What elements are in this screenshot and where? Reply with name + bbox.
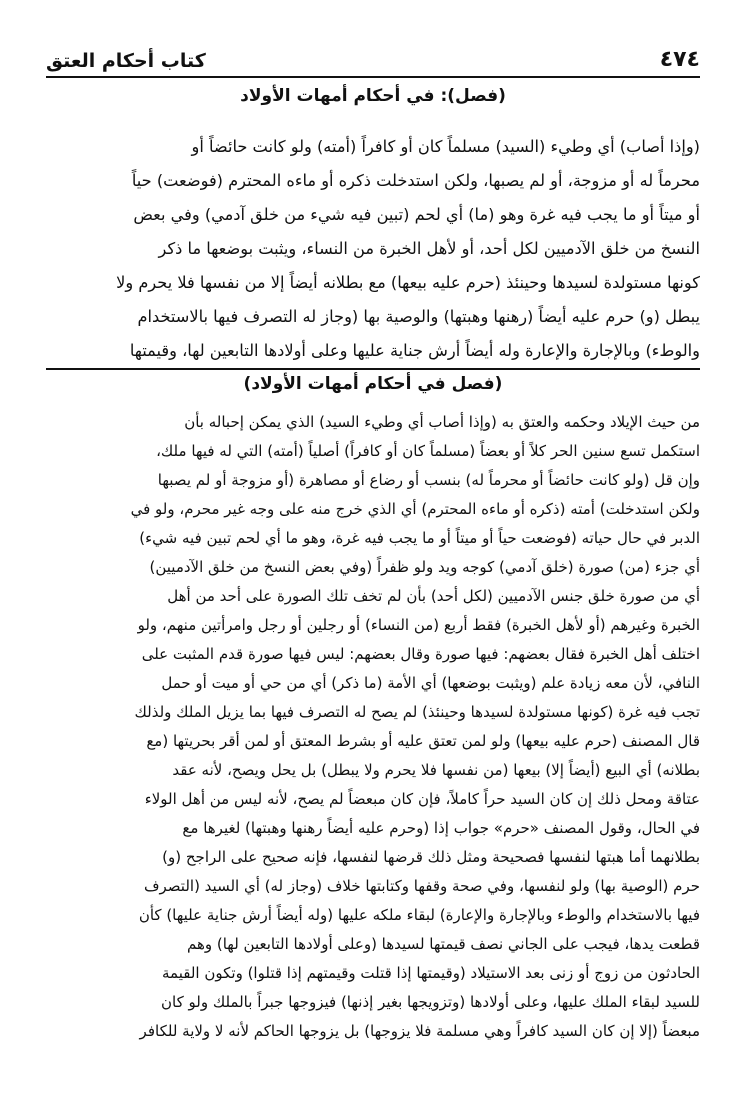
page-number: ٤٧٤ (659, 47, 700, 72)
sharh-line: الحادثون من زوج أو زنى بعد الاستيلاد (وقيمتها إذا قتلت وقيمتهم إذا قتلوا) وتكون القيمة (162, 964, 700, 982)
matn-line: أو ميتاً أو ما يجب فيه غرة وهو (ما) أي لحم (تبين فيه شيء من خلق آدمي) وفي بعض (133, 205, 700, 224)
sharh-line: الخبرة وغيرهم (أو لأهل الخبرة) فقط أربع (من النساء) أو رجلين أو رجل وامرأتين منهم، ولو (137, 616, 700, 634)
matn-line: والوطء) وبالإجارة والإعارة وله أيضاً أرش جناية عليها وعلى أولادها التابعين لها، وقيمتها (129, 341, 700, 360)
matn-sharh-divider (46, 368, 700, 370)
matn-line: (وإذا أصاب) أي وطيء (السيد) مسلماً كان أو كافراً (أمته) ولو كانت حائضاً أو (191, 137, 700, 156)
matn-section-title: (فصل): في أحكام أمهات الأولاد (240, 86, 506, 106)
sharh-line: أي جزء (من) صورة (خلق آدمي) كوجه ويد ولو ظفراً (وفي بعض النسخ من خلق الآدميين) (149, 558, 700, 576)
sharh-line: قطعت يدها، فيجب على الجاني نصف قيمتها لسيدها (وعلى أولادها التابعين لها) وهم (186, 935, 700, 953)
running-header (46, 38, 700, 72)
sharh-line: اختلف أهل الخبرة فقال بعضهم: فيها صورة وقال بعضهم: ليس فيها صورة قدم المثبت على (141, 645, 700, 663)
sharh-line: في الحال، وقول المصنف «حرم» جواب إذا (وحرم عليه أيضاً رهنها وهبتها) لغيرها مع (182, 819, 700, 837)
sharh-section-title: (فصل في أحكام أمهات الأولاد) (243, 374, 503, 394)
sharh-line: فيها بالاستخدام والوطء وبالإجارة والإعارة) لبقاء ملكه عليها (وله أيضاً أرش جناية عليها) كأن (138, 906, 700, 924)
sharh-line: ولكن استدخلت) أمته (ذكره أو ماءه المحترم) أي الذي خرج منه على وجه غير محرم، ولو في (130, 500, 700, 518)
sharh-line: عتاقة ومحل ذلك إن كان السيد حراً كاملاً، فإن كان مبعضاً لم يصح، لأنه ليس من أهل الولاء (144, 790, 700, 808)
matn-line: النسخ من خلق الآدميين لكل أحد، أو لأهل الخبرة من النساء، ويثبت بوضعها ما ذكر (158, 239, 700, 258)
header-divider (46, 76, 700, 78)
sharh-line: بطلانه) أي البيع (أيضاً إلا) بيعها (من نفسها فلا يحرم ولا يبطل) بل يحل ويصح، لأنه عقد (172, 761, 700, 779)
sharh-line: أي من صورة خلق جنس الآدميين (لكل أحد) بأن لم تخف تلك الصورة على أحد من أهل (167, 587, 700, 605)
matn-line: كونها مستولدة لسيدها وحينئذ (حرم عليه بيعها) مع بطلانه أيضاً إلا من نفسها فلا يحرم ولا (116, 273, 700, 292)
sharh-line: استكمل تسع سنين الحر كلاً أو بعضاً (مسلماً كان أو كافراً) أصلياً (أمته) التي له فيها ملك، (156, 442, 700, 460)
sharh-line: قال المصنف (حرم عليه بيعها) ولو لمن تعتق عليه أو بشرط المعتق أو لمن أقر بحريتها (مع (146, 732, 700, 750)
sharh-line: الدبر في حال حياته (فوضعت حياً أو ميتاً أو ما يجب فيه غرة، وهو ما أي لحم تبين فيه شيء) (139, 529, 700, 547)
sharh-line: مبعضاً (إلا إن كان السيد كافراً وهي مسلمة فلا يزوجها) بل يزوجها الحاكم لأنه لا ولاية للكافر (139, 1022, 700, 1040)
sharh-line: بطلانهما أما هبتها لنفسها فصحيحة ومثل ذلك قرضها لنفسها، فإنه صحيح على الراجح (و) (162, 848, 700, 866)
sharh-line: النافي، لأن معه زيادة علم (ويثبت بوضعها) أي الأمة (ما ذكر) أي من حي أو ميت أو حمل (161, 674, 700, 692)
sharh-line: للسيد لبقاء الملك عليها، وعلى أولادها (وتزويجها بغير إذنها) فيزوجها جبراً بالملك ولو كان (161, 993, 700, 1011)
sharh-line: تجب فيه غرة (كونها مستولدة لسيدها وحينئذ) لم يصح له التصرف فيها بما يزيل الملك ولذلك (134, 703, 700, 721)
matn-line: محرماً له أو مزوجة، أو لم يصبها، ولكن استدخلت ذكره أو ماءه المحترم (فوضعت) حياً (131, 171, 700, 190)
sharh-line: وإن قل (ولو كانت حائضاً أو محرماً له) بنسب أو رضاع أو مصاهرة (أو مزوجة أو لم يصبها (157, 471, 700, 489)
sharh-line: من حيث الإيلاد وحكمه والعتق به (وإذا أصاب أي وطيء السيد) الذي يمكن إحباله بأن (184, 413, 700, 431)
sharh-text (46, 408, 700, 1046)
sharh-line: حرم (الوصية بها) ولو لنفسها، وفي صحة وقفها وكتابتها خلاف (وجاز له) أي السيد (التصرف (143, 877, 700, 895)
matn-line: يبطل (و) حرم عليه أيضاً (رهنها وهبتها) والوصية بها (وجاز له التصرف فيها بالاستخدام (137, 307, 700, 326)
book-title: كتاب أحكام العتق (46, 50, 206, 72)
matn-text (46, 130, 700, 368)
